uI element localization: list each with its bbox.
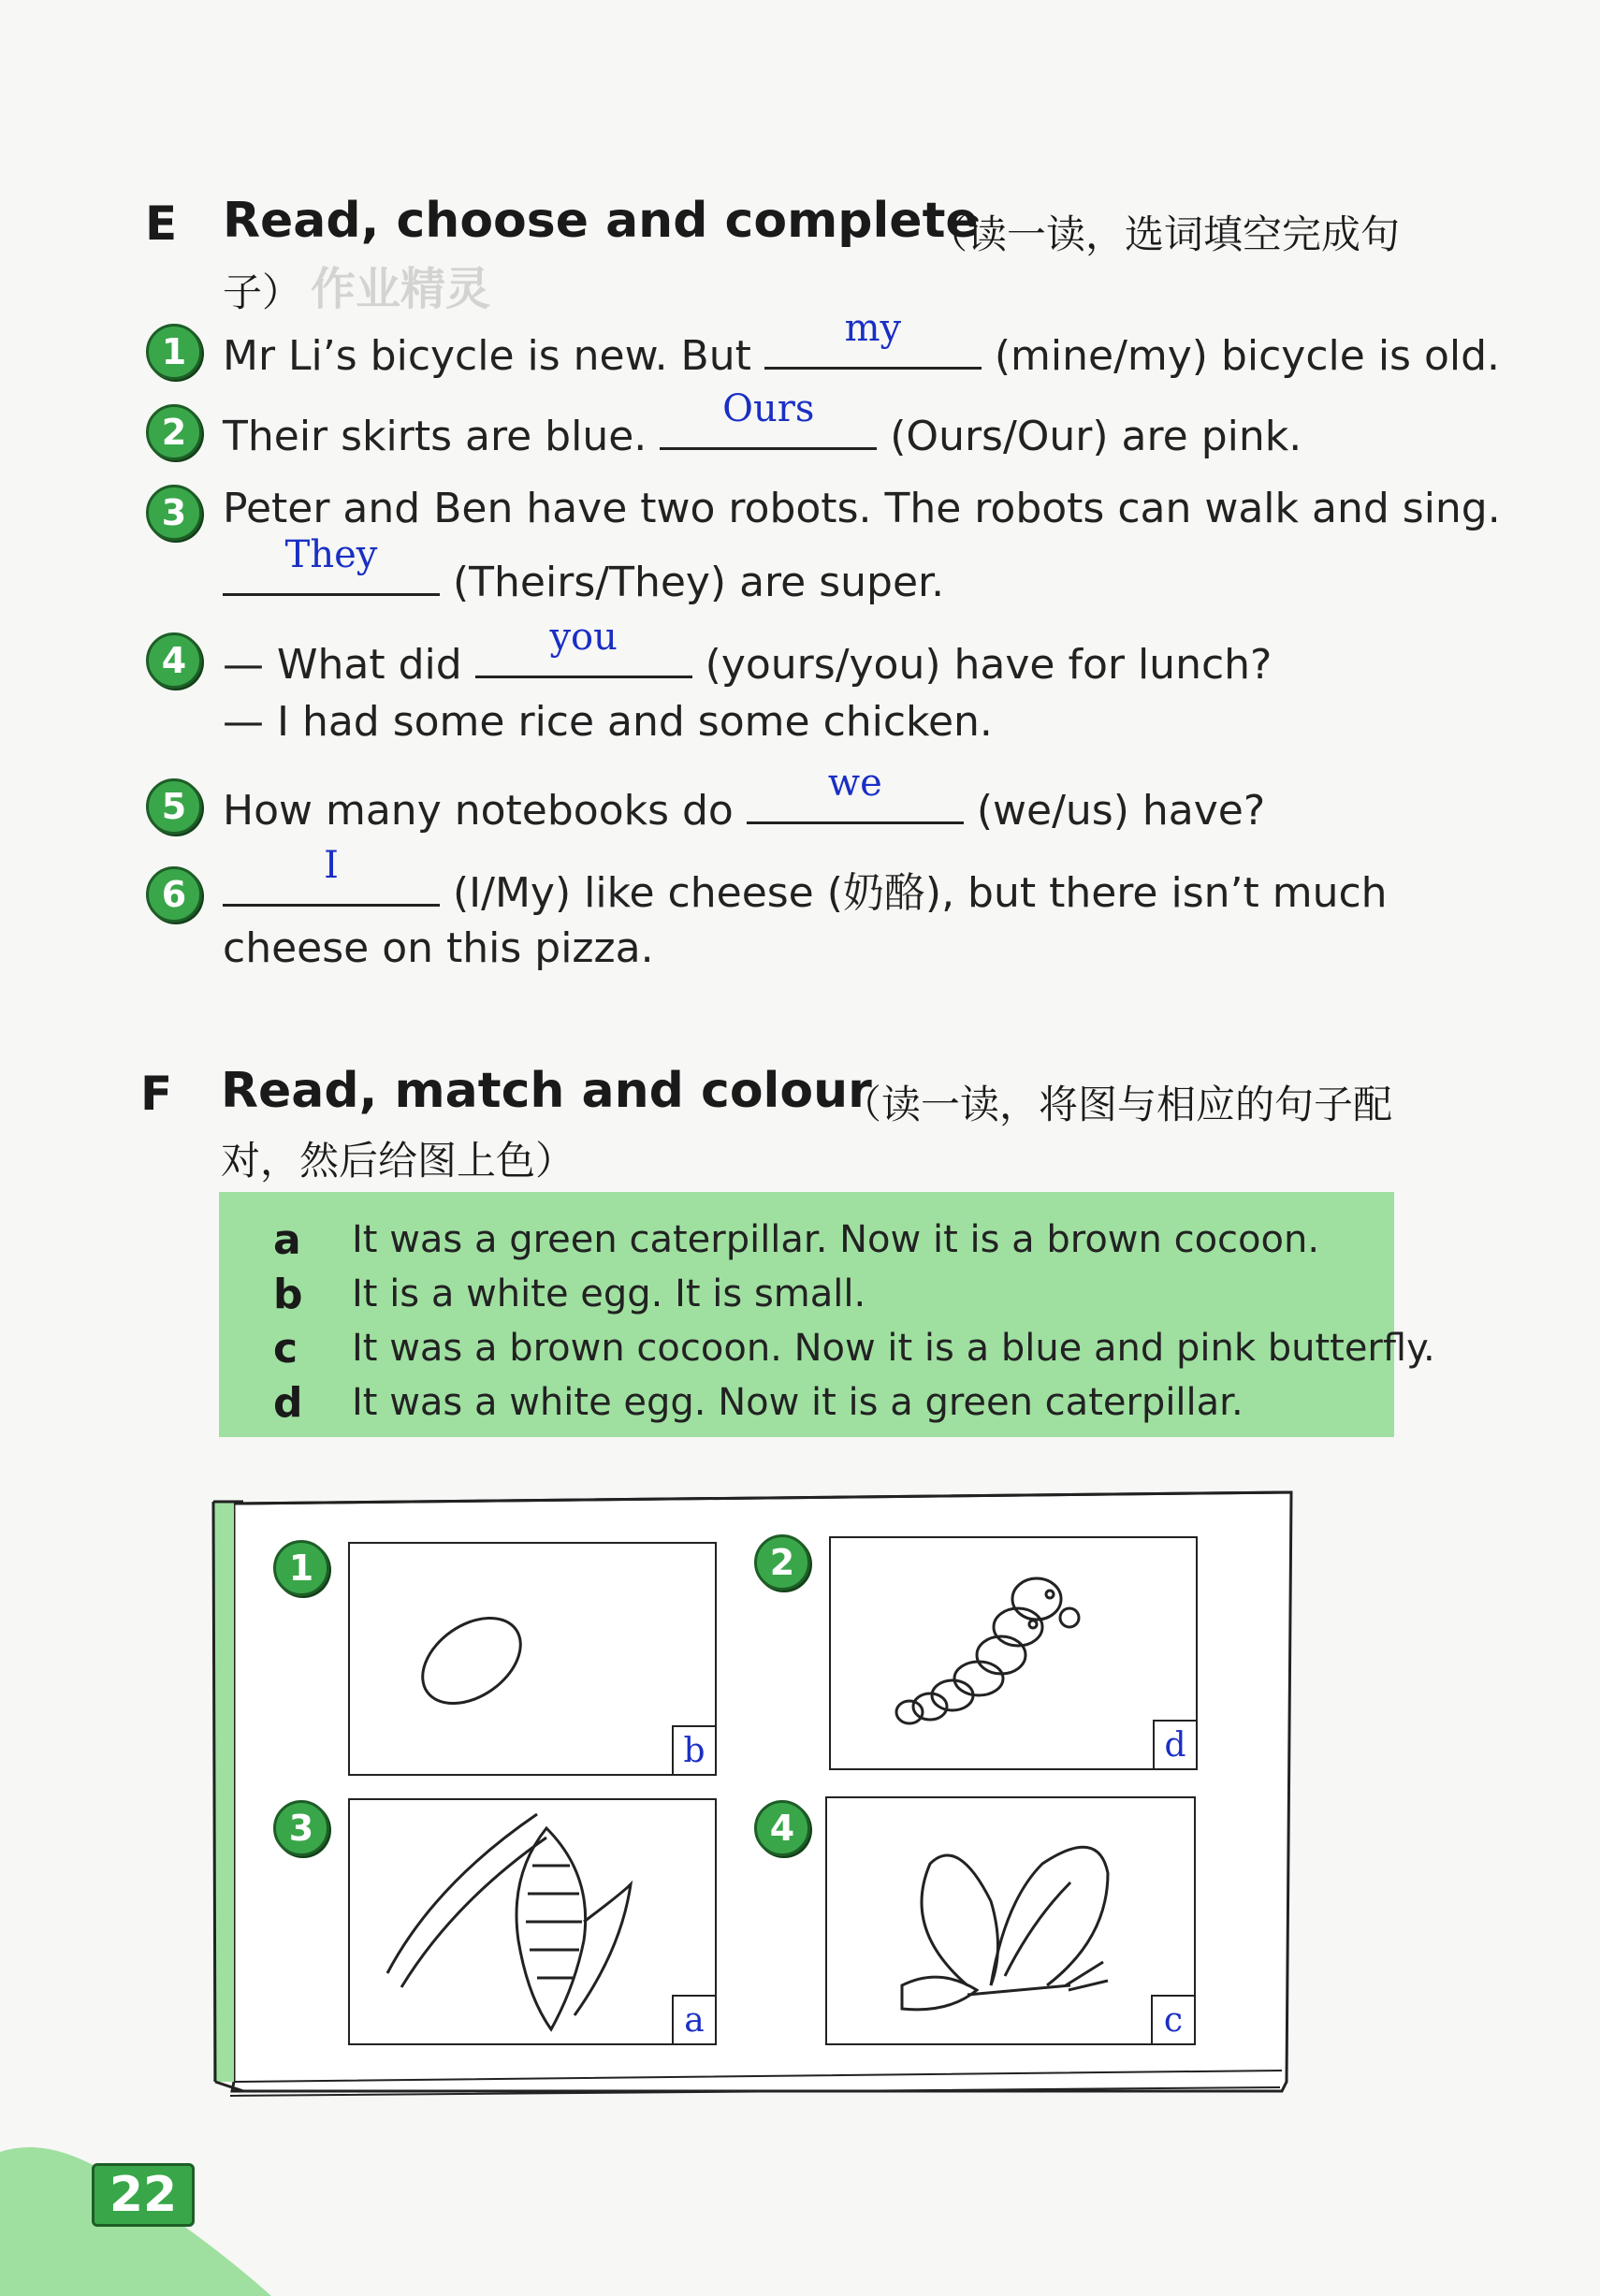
page-number: 22 <box>92 2163 195 2227</box>
item-2-answer: Ours <box>722 387 815 430</box>
watermark: 作业精灵 <box>311 263 491 315</box>
picture-number-1: 1 <box>273 1540 329 1596</box>
item-number-4: 4 <box>146 632 202 689</box>
item-5-text-after: (we/us) have? <box>976 787 1266 835</box>
item-5-blank[interactable] <box>747 762 964 824</box>
item-1-text-after: (mine/my) bicycle is old. <box>994 332 1501 380</box>
item-5-answer: we <box>827 762 882 805</box>
item-4-text-after: (yours/you) have for lunch? <box>705 641 1273 689</box>
item-4-line-1 <box>223 616 1273 689</box>
section-e-instruction-cn-2: 子） <box>223 269 302 315</box>
item-number-5: 5 <box>146 778 202 835</box>
cocoon-drawing <box>350 1800 715 2043</box>
section-e-title: Read, choose and complete <box>223 193 979 249</box>
sentence-label-b: b <box>273 1271 303 1318</box>
item-2-text-before: Their skirts are blue. <box>223 413 647 460</box>
sentence-label-d: d <box>273 1379 303 1427</box>
picture-frame-3 <box>348 1798 717 2045</box>
item-1-answer: my <box>844 307 902 350</box>
item-2 <box>223 387 1302 460</box>
section-e-letter: E <box>145 196 178 251</box>
sentence-a: It was a green caterpillar. Now it is a brown cocoon. <box>352 1218 1320 1261</box>
item-2-text-after: (Ours/Our) are pink. <box>890 413 1302 460</box>
sentence-label-a: a <box>273 1216 301 1264</box>
picture-answer-2[interactable]: d <box>1153 1720 1196 1768</box>
item-number-1: 1 <box>146 324 202 380</box>
picture-frame-1 <box>348 1542 717 1776</box>
picture-number-4: 4 <box>754 1800 810 1856</box>
picture-answer-3[interactable]: a <box>672 1995 715 2043</box>
sentence-label-c: c <box>273 1325 298 1373</box>
section-f-instruction-cn-1: （读一读，将图与相应的句子配 <box>842 1082 1393 1127</box>
item-6-blank[interactable] <box>223 844 440 907</box>
sentence-c: It was a brown cocoon. Now it is a blue and pink butterfly. <box>352 1327 1435 1370</box>
sentence-b: It is a white egg. It is small. <box>352 1272 866 1315</box>
picture-answer-4[interactable]: c <box>1151 1995 1194 2043</box>
item-5-text-before: How many notebooks do <box>223 787 734 835</box>
item-number-3: 3 <box>146 485 202 541</box>
item-number-2: 2 <box>146 404 202 460</box>
section-f-letter: F <box>140 1067 173 1121</box>
picture-frame-2 <box>829 1536 1198 1770</box>
item-3-line-2 <box>223 533 945 606</box>
sentence-box <box>219 1192 1435 1437</box>
picture-number-3: 3 <box>273 1800 329 1856</box>
section-e-instruction-cn-1: （读一读，选词填空完成句 <box>928 211 1401 257</box>
item-4-blank[interactable] <box>475 616 692 678</box>
item-2-blank[interactable] <box>660 387 877 450</box>
item-3-text-after: (Theirs/They) are super. <box>453 559 945 606</box>
butterfly-drawing <box>827 1798 1194 2043</box>
item-3-answer: They <box>284 533 378 576</box>
picture-frame-4 <box>825 1796 1196 2045</box>
item-4-answer: you <box>549 616 618 659</box>
item-3-line-1: Peter and Ben have two robots. The robots can walk and sing. <box>223 485 1501 532</box>
item-1-blank[interactable] <box>764 307 982 370</box>
item-6-line-1 <box>223 844 1388 919</box>
section-f-title: Read, match and colour <box>221 1063 872 1119</box>
item-5 <box>223 762 1266 835</box>
item-6-text-after: (I/My) like cheese (奶酪), but there isn’t much <box>453 869 1388 917</box>
item-6-line-2: cheese on this pizza. <box>223 924 654 972</box>
egg-drawing <box>350 1544 715 1774</box>
item-3-blank[interactable] <box>223 533 440 596</box>
caterpillar-drawing <box>831 1538 1196 1768</box>
picture-answer-1[interactable]: b <box>672 1725 715 1774</box>
picture-number-2: 2 <box>754 1534 810 1591</box>
item-number-6: 6 <box>146 866 202 923</box>
item-4-text-before: — What did <box>223 641 462 689</box>
sentence-d: It was a white egg. Now it is a green caterpillar. <box>352 1381 1244 1424</box>
item-4-line-2: — I had some rice and some chicken. <box>223 698 993 746</box>
item-1-text-before: Mr Li’s bicycle is new. But <box>223 332 751 380</box>
item-6-answer: I <box>324 844 339 887</box>
section-f-instruction-cn-2: 对，然后给图上色） <box>221 1138 575 1184</box>
item-1 <box>223 307 1501 380</box>
